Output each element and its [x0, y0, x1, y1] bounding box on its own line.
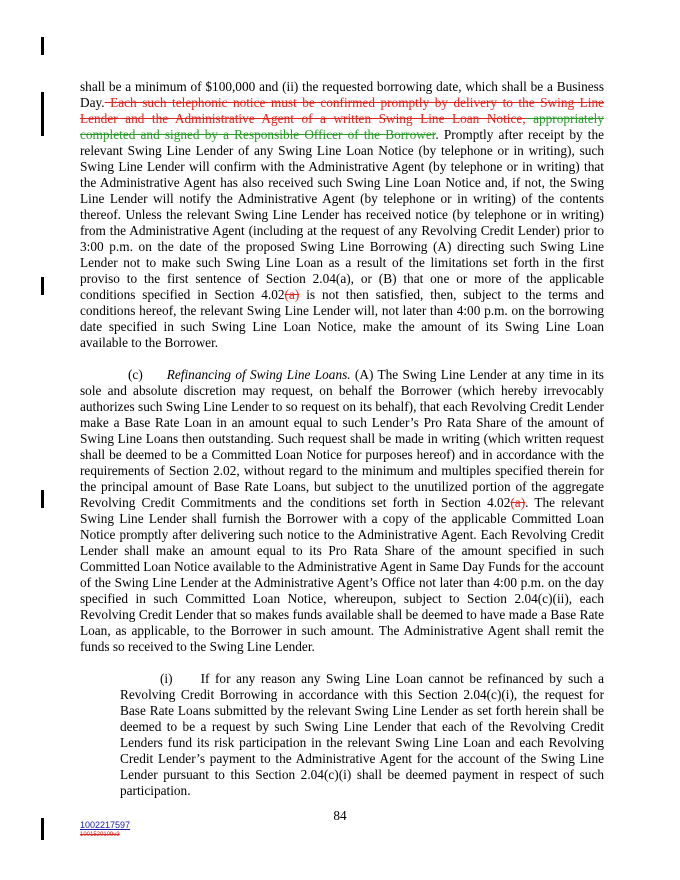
paragraph-swing-line-notice: shall be a minimum of $100,000 and (ii) the requested borrowing date, which shall be a Business Day. Each such telephonic notice must be confirmed promptly by delivery to the Swing Line Lender and the Administrative Agent of a written Swing Line Loan Notice, appropriately completed and signed by a Responsible Officer of the Borrower. Promptly after receipt by the relevant Swing Line Lender of any Swing Line Loan Notice (by telephone or in writing), such Swing Line Lender will confirm with the Administrative Agent (by telephone or in writing) that the Administrative Agent has also received such Swing Line Loan Notice and, if not, the Swing Line Lender will notify the Administrative Agent (by telephone or in writing) of the contents thereof. Unless the relevant Swing Line Lender has received notice (by telephone or in writing) from the Administrative Agent (including at the request of any Revolving Credit Lender) prior to 3:00 p.m. on the date of the proposed Swing Line Borrowing (A) directing such Swing Line Lender not to make such Swing Line Loan as a result of the limitations set forth in the first proviso to the first sentence of Section 2.04(a), or (B) that one or more of the applicable conditions specified in Section 4.02(a) is not then satisfied, then, subject to the terms and conditions hereof, the relevant Swing Line Lender will, not later than 4:00 p.m. on the borrowing date specified in such Swing Line Loan Notice, make the amount of its Swing Line Loan available to the Borrower.	[80, 79, 604, 350]
document-id-deleted: 1001520109v3	[80, 832, 120, 838]
section-label: (c)	[128, 367, 143, 382]
subsection-label: (i)	[160, 671, 173, 686]
change-bar	[41, 490, 44, 508]
change-bar	[41, 92, 44, 136]
change-bar	[41, 277, 44, 295]
document-body	[80, 79, 604, 815]
paragraph-subsection-i: (i) If for any reason any Swing Line Loan cannot be refinanced by such a Revolving Credit Borrowing in accordance with this Section 2.04(c)(i), the request for Base Rate Loans submitted by the relevant Swing Line Lender as set forth herein shall be deemed to be a request by such Swing Line Lender that each of the Revolving Credit Lenders fund its risk participation in the relevant Swing Line Loan and each Revolving Credit Lender’s payment to the Administrative Agent for the account of the Swing Line Lender pursuant to this Section 2.04(c)(i) shall be deemed payment in respect of such participation.	[120, 671, 604, 798]
deleted-text: Each such telephonic notice must be confirmed promptly by delivery to the Swing Line Lender and the Administrative Agent of a written Swing Line Loan Notice,	[80, 95, 604, 126]
section-heading: Refinancing of Swing Line Loans.	[166, 367, 351, 382]
change-bar	[41, 37, 44, 55]
deleted-text: (a)	[284, 287, 300, 302]
document-id: 1002217597	[80, 820, 131, 830]
paragraph-refinancing: (c) Refinancing of Swing Line Loans. (A) The Swing Line Lender at any time in its sole and absolute discretion may request, on behalf the Borrower (which hereby irrevocably authorizes such Swing Line Lender to so request on its behalf), that each Revolving Credit Lender make a Base Rate Loan in an amount equal to such Lender’s Pro Rata Share of the amount of Swing Line Loans then outstanding. Such request shall be made in writing (which written request shall be deemed to be a Committed Loan Notice for purposes hereof) and in accordance with the requirements of Section 2.02, without regard to the minimum and multiples specified therein for the principal amount of Base Rate Loans, but subject to the unutilized portion of the aggregate Revolving Credit Commitments and the conditions set forth in Section 4.02(a). The relevant Swing Line Lender shall furnish the Borrower with a copy of the applicable Committed Loan Notice promptly after delivering such notice to the Administrative Agent. Each Revolving Credit Lender shall make an amount equal to its Pro Rata Share of the amount specified in such Committed Loan Notice available to the Administrative Agent in Same Day Funds for the account of the Swing Line Lender at the Administrative Agent’s Office not later than 4:00 p.m. on the day specified in such Committed Loan Notice, whereupon, subject to Section 2.04(c)(ii), each Revolving Credit Lender that so makes funds available shall be deemed to have made a Base Rate Loan, as applicable, to the Borrower in such amount. The Administrative Agent shall remit the funds so received to the Swing Line Lender.	[80, 367, 604, 654]
deleted-text: (a)	[510, 495, 526, 510]
deleted-text-moved: appropriately completed and signed by a Responsible Officer of the Borrower	[80, 111, 604, 142]
page-number: 84	[333, 808, 347, 823]
